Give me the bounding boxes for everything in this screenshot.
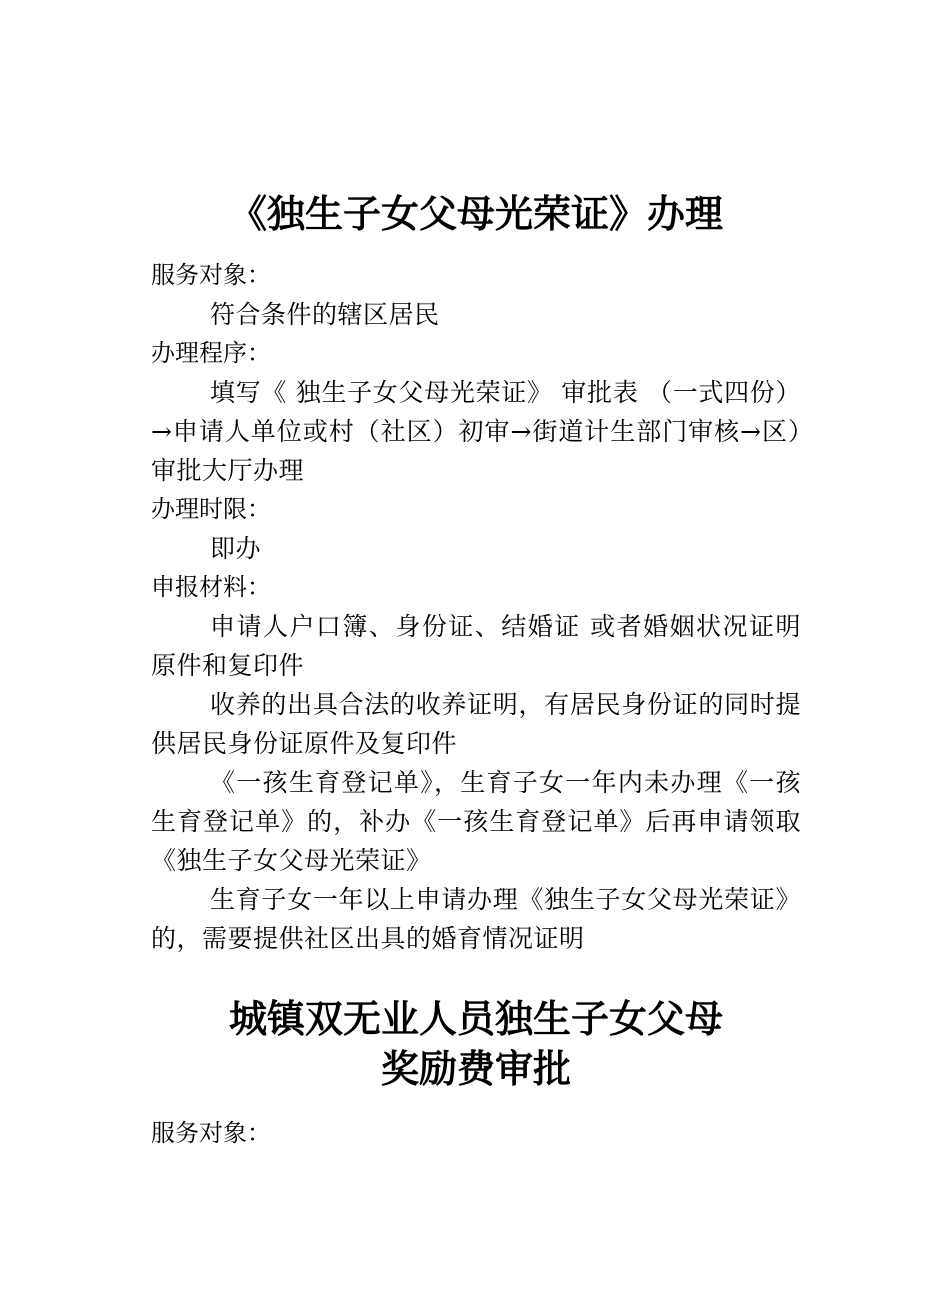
section-title-line-2: 奖励费审批 [380, 1046, 571, 1091]
paragraph-time-limit: 即办 [210, 534, 262, 563]
paragraph-materials-4: 生育子女一年以上申请办理《独生子女父母光荣证》的，需要提供社区出具的婚育情况证明 [151, 885, 801, 953]
paragraph-materials-3: 《一孩生育登记单》，生育子女一年内未办理《一孩生育登记单》的，补办《一孩生育登记单》后再申请领取《独生子女父母光荣证》 [151, 768, 801, 875]
document-page [151, 190, 801, 1153]
section-title-glory-certificate: 《独生子女父母光荣证》办理 [228, 191, 723, 236]
section-title-line-1: 城镇双无业人员独生子女父母 [228, 996, 723, 1041]
label-service-target: 服务对象： [151, 261, 271, 289]
paragraph-materials-2: 收养的出具合法的收养证明，有居民身份证的同时提供居民身份证原件及复印件 [151, 690, 801, 758]
paragraph-service-target: 符合条件的辖区居民 [210, 300, 440, 329]
label-procedure: 办理程序： [151, 339, 271, 367]
paragraph-procedure: 填写《 独生子女父母光荣证》 审批表 （一式四份）→申请人单位或村（社区）初审→街道计生部门审核→区）审批大厅办理 [151, 378, 801, 485]
paragraph-materials-1: 申请人户口簿、身份证、结婚证 或者婚姻状况证明原件和复印件 [151, 612, 801, 680]
label-materials: 申报材料： [151, 573, 271, 601]
label-time-limit: 办理时限： [151, 495, 271, 523]
label-service-target-2: 服务对象： [151, 1119, 271, 1147]
section-title-reward-approval [151, 994, 801, 1094]
